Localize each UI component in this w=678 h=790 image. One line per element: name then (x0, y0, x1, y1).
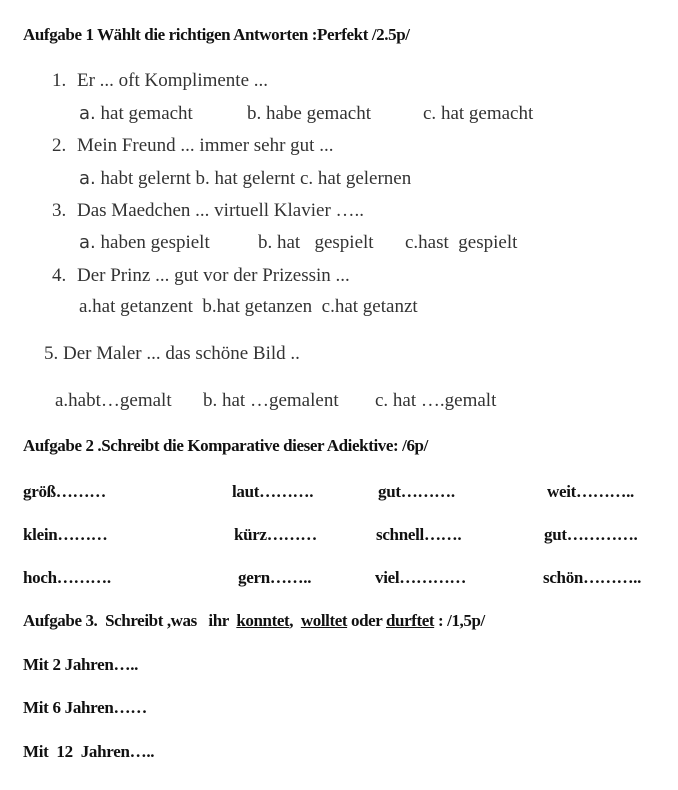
option-5b: b. hat …gemalent (203, 390, 339, 411)
option-text: haben gespielt (100, 232, 210, 253)
task2-heading: Aufgabe 2 .Schreibt die Komparative dieser Adiektive: /6p/ (23, 436, 428, 455)
option-1a (79, 103, 193, 125)
option-1c (423, 103, 533, 125)
task3-line: Mit 6 Jahren…… (23, 698, 147, 717)
option-text: hat gemacht (100, 103, 193, 124)
adjective-item: gut………. (378, 482, 455, 501)
option-letter: a. (79, 168, 96, 189)
options-2 (79, 168, 411, 190)
question-4 (52, 265, 350, 287)
option-letter: a. (79, 103, 96, 124)
option-5a: a.habt…gemalt (55, 390, 172, 411)
separator: oder (347, 611, 386, 630)
option-5c: c. hat ….gemalt (375, 390, 497, 411)
question-number: 4. (52, 265, 67, 286)
option-text: habe gemacht (266, 103, 371, 124)
question-text: Er ... oft Komplimente ... (77, 70, 269, 91)
adjective-item: schnell……. (376, 525, 462, 544)
adjective-item: viel………… (375, 568, 467, 587)
option-1b (247, 103, 371, 125)
adjective-item: größ……… (23, 482, 106, 501)
underlined-word: wolltet (300, 611, 348, 630)
question-number: 2. (52, 135, 67, 156)
question-2 (52, 135, 333, 157)
question-5: 5. Der Maler ... das schöne Bild .. (44, 343, 300, 364)
task3-line: Mit 2 Jahren….. (23, 655, 139, 674)
task1-heading: Aufgabe 1 Wählt die richtigen Antworten :Perfekt /2.5p/ (23, 25, 410, 44)
task3-line: Mit 12 Jahren….. (23, 742, 155, 761)
options-4: a.hat getanzent b.hat getanzen c.hat getanzt (79, 296, 418, 317)
adjective-item: gut…………. (544, 525, 638, 544)
adjective-item: laut………. (232, 482, 314, 501)
question-3 (52, 200, 364, 222)
adjective-item: klein……… (23, 525, 108, 544)
option-text: hat gemacht (440, 103, 534, 124)
option-letter: c. (423, 103, 437, 124)
option-3c: c.hast gespielt (405, 232, 518, 253)
task3-heading (23, 611, 485, 631)
question-1 (52, 70, 268, 92)
underlined-word: konntet (236, 611, 290, 630)
separator: , (289, 611, 301, 630)
question-text: Der Prinz ... gut vor der Prizessin ... (77, 265, 350, 286)
adjective-item: kürz……… (234, 525, 317, 544)
adjective-item: hoch………. (23, 568, 111, 587)
option-letter: b. (247, 103, 262, 124)
adjective-item: weit……….. (547, 482, 635, 501)
adjective-item: schön……….. (543, 568, 642, 587)
underlined-word: durftet (385, 611, 435, 630)
question-number: 3. (52, 200, 67, 221)
question-number: 1. (52, 70, 67, 91)
option-3a (79, 232, 210, 254)
question-text: Mein Freund ... immer sehr gut ... (77, 135, 334, 156)
task3-heading-end: : /1,5p/ (434, 611, 485, 630)
question-text: Das Maedchen ... virtuell Klavier ….. (77, 200, 365, 221)
adjective-item: gern…….. (238, 568, 312, 587)
option-3b: b. hat gespielt (258, 232, 374, 253)
option-letter: a. (79, 232, 96, 253)
task3-heading-start: Aufgabe 3. Schreibt ,was ihr (23, 611, 237, 630)
option-text: habt gelernt b. hat gelernt c. hat gelernen (100, 168, 412, 189)
